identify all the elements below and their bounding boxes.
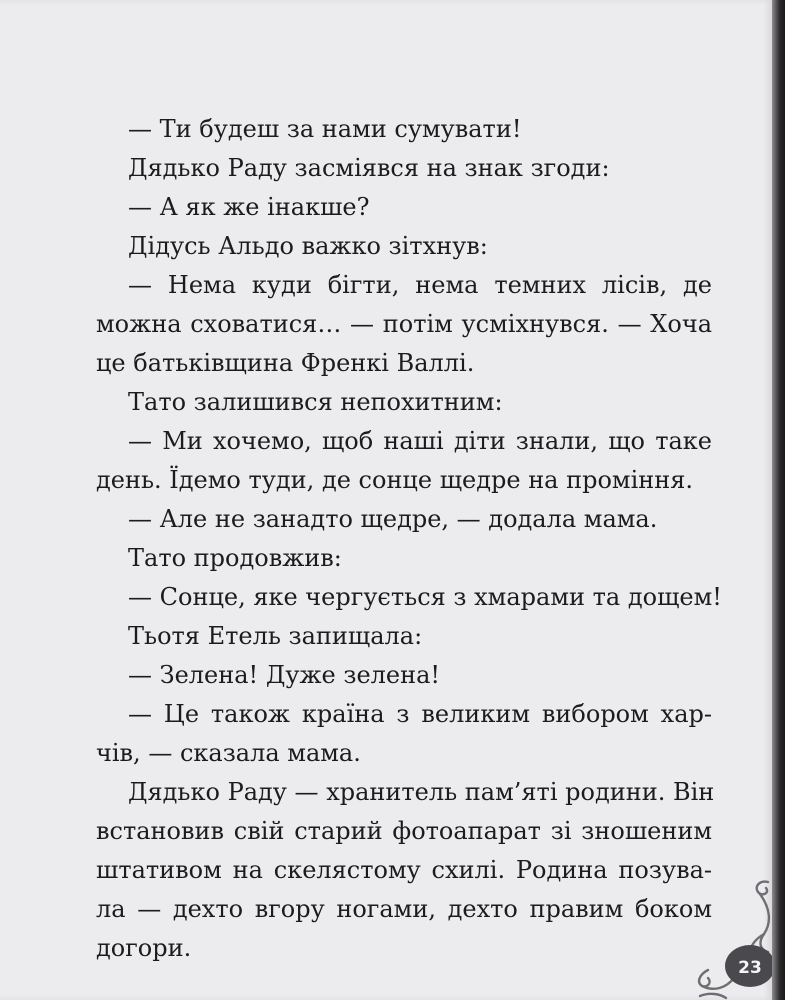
text-line: можна сховатися… — потім усміхнувся. — Хоча bbox=[96, 310, 712, 338]
page-number: 23 bbox=[738, 958, 762, 978]
paragraph bbox=[96, 227, 712, 266]
text-line: Дідусь Альдо важко зітхнув: bbox=[128, 232, 488, 260]
text-line: — Ти будеш за нами сумувати! bbox=[128, 115, 522, 143]
paragraph bbox=[96, 695, 712, 773]
paragraph bbox=[96, 773, 715, 968]
paragraph bbox=[96, 656, 712, 695]
text-line: Тато продовжив: bbox=[128, 544, 342, 572]
paragraph bbox=[96, 188, 712, 227]
paragraph bbox=[96, 617, 712, 656]
text-line: — Нема куди бігти, нема темних лісів, де bbox=[128, 271, 712, 299]
text-line: встановив свій старий фотоапарат зі зношеним bbox=[96, 817, 712, 845]
text-line: — Це також країна з великим вибором хар- bbox=[128, 700, 712, 728]
book-spine-edge bbox=[772, 0, 785, 1000]
text-line: це батьківщина Френкі Валлі. bbox=[96, 349, 475, 377]
text-line: ла — дехто вгору ногами, дехто правим боком bbox=[96, 895, 712, 923]
text-line: — А як же інакше? bbox=[128, 193, 370, 221]
text-line: штативом на скелястому схилі. Родина позува- bbox=[96, 856, 712, 884]
paragraph bbox=[96, 149, 712, 188]
paragraph bbox=[96, 422, 712, 500]
text-line: Дядько Раду засміявся на знак згоди: bbox=[128, 154, 610, 182]
paragraph bbox=[96, 110, 712, 149]
paragraph bbox=[96, 383, 712, 422]
text-line: — Ми хочемо, щоб наші діти знали, що таке bbox=[128, 427, 712, 455]
text-line: Тато залишився непохитним: bbox=[128, 388, 503, 416]
text-line: — Зелена! Дуже зелена! bbox=[128, 661, 441, 689]
text-line: догори. bbox=[96, 934, 192, 962]
paragraph bbox=[96, 500, 712, 539]
text-line: — Але не занадто щедре, — додала мама. bbox=[128, 505, 658, 533]
paragraph bbox=[96, 539, 712, 578]
text-line: Тьотя Етель запищала: bbox=[128, 622, 423, 650]
text-line: чів, — сказала мама. bbox=[96, 739, 361, 767]
text-line: Дядько Раду — хранитель пам’яті родини. Він bbox=[128, 778, 715, 806]
text-line: — Сонце, яке чергується з хмарами та дощем! bbox=[128, 583, 722, 611]
paragraph bbox=[96, 266, 712, 383]
text-line: день. Їдемо туди, де сонце щедре на проміння. bbox=[96, 466, 694, 494]
paragraph bbox=[96, 578, 722, 617]
body-text bbox=[96, 110, 722, 968]
